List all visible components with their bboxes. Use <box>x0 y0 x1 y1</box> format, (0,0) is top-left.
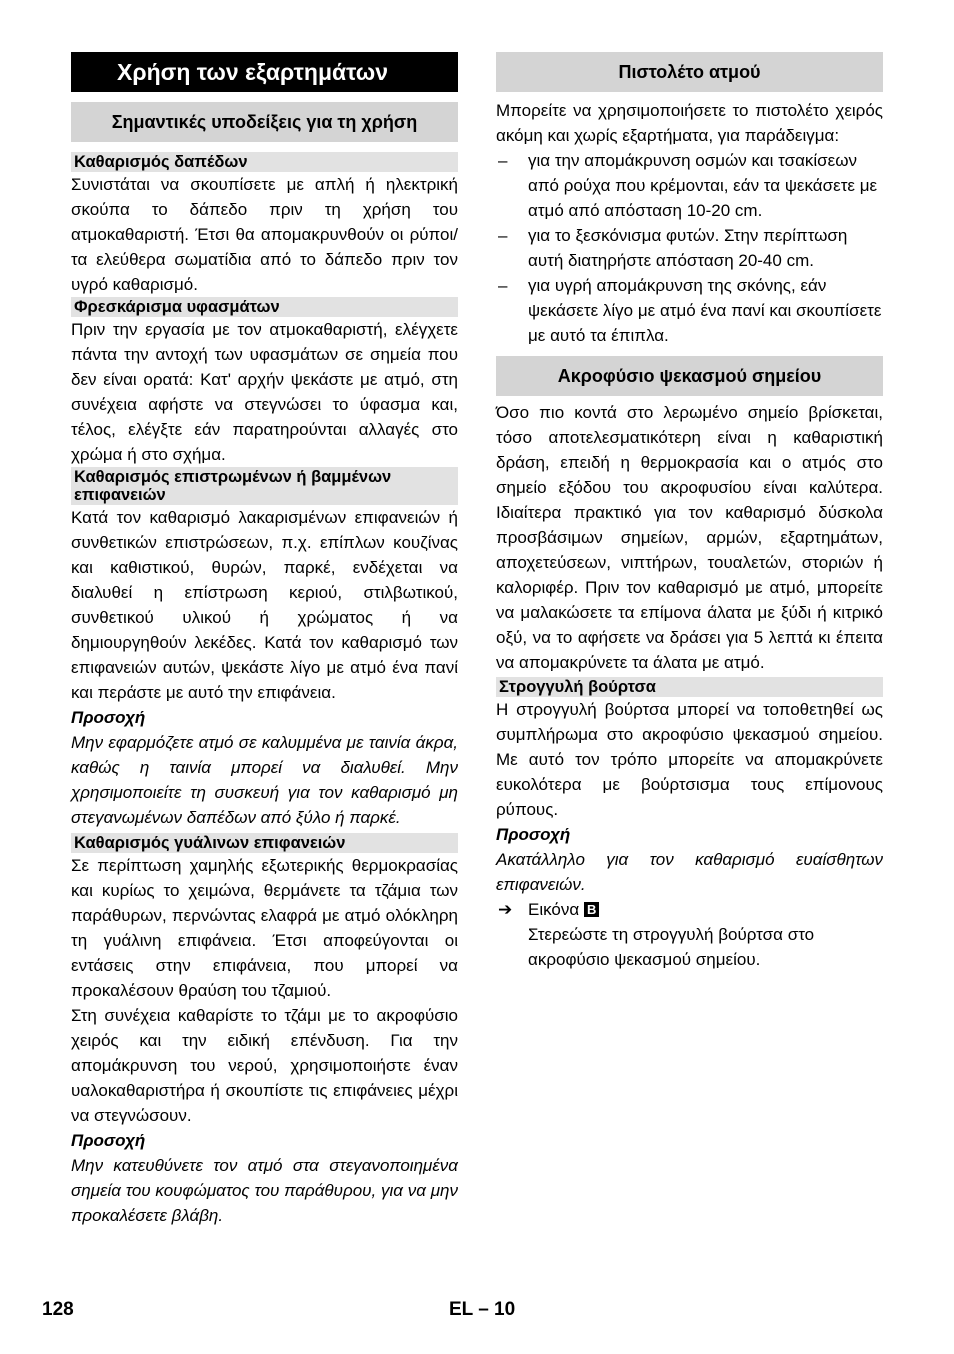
steam-gun-intro: Μπορείτε να χρησιμοποιήσετε το πιστολέτο χειρός ακόμη και χωρίς εξαρτήματα, για παράδειγμα: <box>496 101 883 145</box>
glass-text-2: Στη συνέχεια καθαρίστε το τζάμι με το ακροφύσιο χειρός και την ειδική επένδυση. Για την απομάκρυνση του νερού, χρησιμοποιήστε έναν υαλοκαθαριστήρα ή σκουπίστε τις επιφάνειες μέχρι να στεγνώσουν. <box>71 1006 458 1125</box>
language-page-label: EL – 10 <box>449 1299 516 1320</box>
spot-nozzle-text: Όσο πιο κοντά στο λερωμένο σημείο βρίσκεται, τόσο αποτελεσματικότερη είναι η καθαριστική δράση, επειδή η θερμοκρασία και ο ατμός στο σημείο εξόδου του ακροφυσίου είναι καλύτερα. Ιδιαίτερα πρακτικό για τον καθαρισμό δύσκολα προσβάσιμων σημείων, αρμών, εξαρτημάτων, αποχετεύσεων, νιπτήρων, τουαλετών, στοριών ή καλοριφέρ. Πριν τον καθαρισμό με ατμό, μπορείτε να μαλακώσετε τα επίμονα άλατα με ξύδι ή κιτρικό οξύ, να το αφήσετε να δράσει για 5 λεπτά κι έπειτα να απομακρύνετε τα άλατα με ατμό. <box>496 403 883 672</box>
floor-cleaning-text: Συνιστάται να σκουπίσετε με απλή ή ηλεκτρική σκούπα το δάπεδο πριν τη χρήση του ατμοκαθαριστή. Έτσι θα απομακρυνθούν οι ρύποι/τα ελεύθερα σωματίδια από το δάπεδο πριν τον υγρό καθαρισμό. <box>71 175 458 294</box>
glass-warning-heading: Προσοχή <box>71 1131 146 1150</box>
chapter-title: Χρήση των εξαρτημάτων <box>71 52 458 92</box>
glass-warning-text: Μην κατευθύνετε τον ατμό στα στεγανοποιημένα σημεία του κουφώματος του παράθυρου, για να μην προκαλέσετε βλάβη. <box>71 1156 458 1225</box>
coated-surfaces-text: Κατά τον καθαρισμό λακαρισμένων επιφανειών ή συνθετικών επιστρώσεων, π.χ. επίπλων κουζίνας και καθιστικού, θυρών, παρκέ, ενδέχεται να διαλυθεί η επίστρωση κεριού, στιλβωτικού, συνθετικού υλικού ή χρώματος ή να δημιουργηθούν λεκέδες. Κατά τον καθαρισμό των επιφανειών αυτών, ψεκάστε λίγο με ατμό ένα πανί και περάστε με αυτό την επιφάνεια. <box>71 508 458 702</box>
section-usage-notes: Σημαντικές υποδείξεις για τη χρήση <box>71 102 458 142</box>
section-steam-gun: Πιστολέτο ατμού <box>496 52 883 92</box>
list-item: – για υγρή απομάκρυνση της σκόνης, εάν ψεκάσετε λίγο με ατμό ένα πανί και σκουπίσετε με αυτό τα έπιπλα. <box>498 276 882 345</box>
list-item: – για την απομάκρυνση οσμών και τσακίσεων από ρούχα που κρέμονται, εάν τα ψεκάσετε με ατμό από απόσταση 10-20 cm. <box>498 151 878 220</box>
page-number: 128 <box>42 1299 74 1320</box>
list-item: – για το ξεσκόνισμα φυτών. Στην περίπτωση αυτή διατηρήστε απόσταση 20-40 cm. <box>498 226 848 270</box>
round-brush-text: Η στρογγυλή βούρτσα μπορεί να τοποθετηθεί ως συμπλήρωμα στο ακροφύσιο ψεκασμού σημείου. Με αυτό τον τρόπο μπορείτε να απομακρύνετε ευκολότερα με βούρτσισμα τους επίμονους ρύπους. <box>496 700 883 819</box>
coated-warning-text: Μην εφαρμόζετε ατμό σε καλυμμένα με ταινία άκρα, καθώς η ταινία μπορεί να διαλυθεί. Μην χρησιμοποιείτε τη συσκευή για τον καθαρισμό μη στεγανωμένων δαπέδων από ξύλο ή παρκέ. <box>71 733 458 827</box>
coated-warning-heading: Προσοχή <box>71 708 146 727</box>
right-column <box>496 52 883 972</box>
heading-coated-surfaces: Καθαρισμός επιστρωμένων ή βαμμένων επιφανειών <box>71 467 458 505</box>
figure-reference <box>496 897 883 922</box>
brush-warning-heading: Προσοχή <box>496 825 571 844</box>
glass-text-1: Σε περίπτωση χαμηλής εξωτερικής θερμοκρασίας και κυρίως το χειμώνα, θερμάνετε τα τζάμια των παράθυρων, περνώντας ελαφρά με ατμό ολόκληρη τη γυάλινη επιφάνεια. Έτσι αποφεύγονται οι εντάσεις στην επιφάνεια, που μπορεί να προκαλέσουν θραύση του τζαμιού. <box>71 856 458 1000</box>
arrow-right-icon: ➔ <box>498 900 513 919</box>
heading-fabric-refresh: Φρεσκάρισμα υφασμάτων <box>71 297 458 317</box>
heading-floor-cleaning: Καθαρισμός δαπέδων <box>71 152 458 172</box>
figure-letter-badge: B <box>584 902 599 917</box>
heading-round-brush: Στρογγυλή βούρτσα <box>496 677 883 697</box>
section-spot-nozzle: Ακροφύσιο ψεκασμού σημείου <box>496 356 883 396</box>
brush-warning-text: Ακατάλληλο για τον καθαρισμό ευαίσθητων επιφανειών. <box>496 850 883 894</box>
left-column <box>71 52 458 1228</box>
brush-instruction: Στερεώστε τη στρογγυλή βούρτσα στο ακροφύσιο ψεκασμού σημείου. <box>528 925 815 969</box>
steam-gun-list <box>496 148 883 348</box>
figure-label: Εικόνα <box>528 900 580 919</box>
heading-glass-surfaces: Καθαρισμός γυάλινων επιφανειών <box>71 833 458 853</box>
fabric-refresh-text: Πριν την εργασία με τον ατμοκαθαριστή, ελέγχετε πάντα την αντοχή των υφασμάτων σε σημεία που δεν είναι ορατά: Κατ' αρχήν ψεκάστε με ατμό, στη συνέχεια αφήστε να στεγνώσει το ύφασμα και, τέλος, ελέγξτε εάν παρατηρούνται αλλαγές στο χρώμα ή στο σχήμα. <box>71 320 458 464</box>
